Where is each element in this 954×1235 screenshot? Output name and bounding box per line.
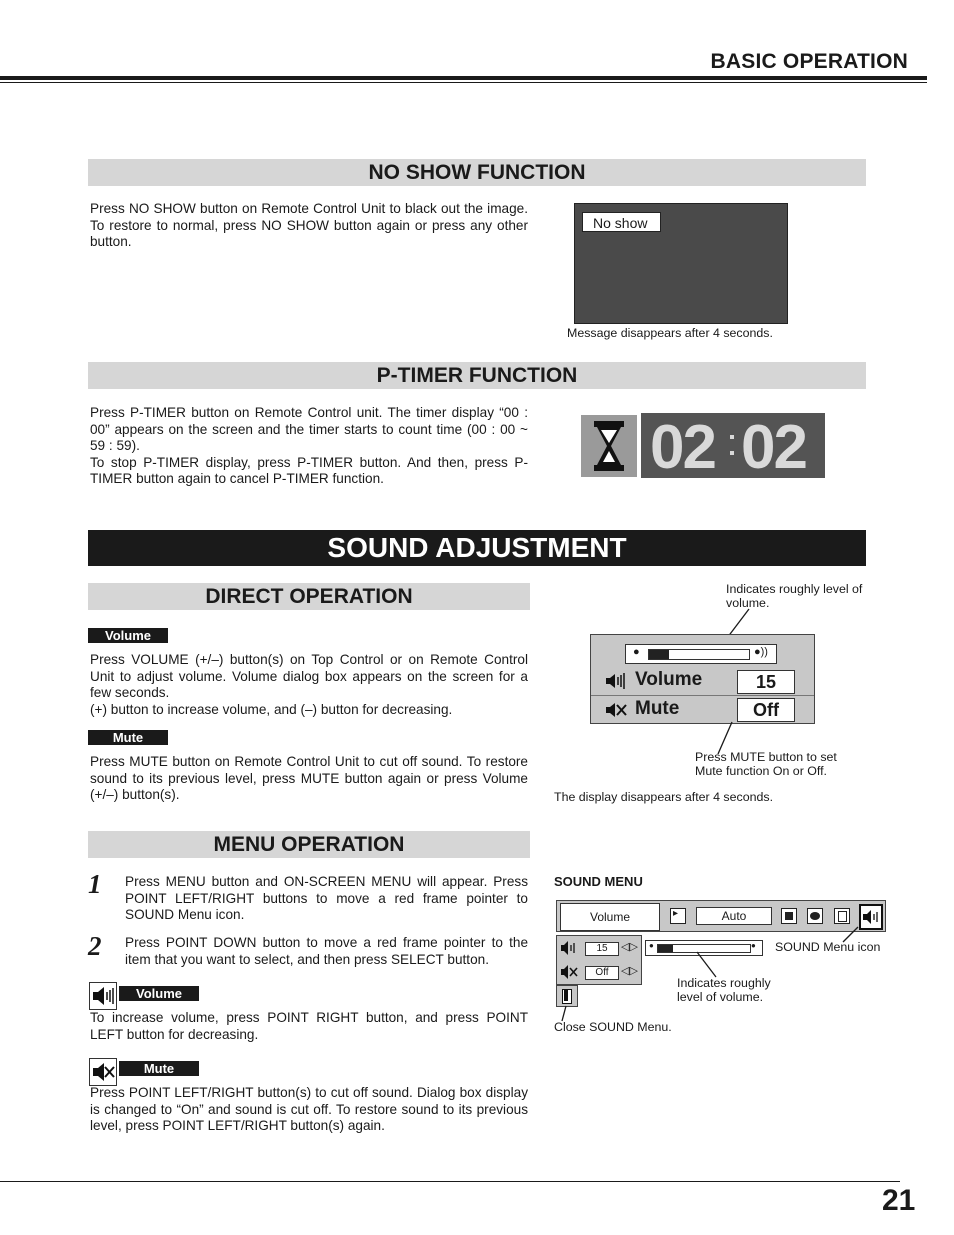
footer-rule	[0, 1181, 900, 1182]
no-show-caption: Message disappears after 4 seconds.	[567, 326, 773, 340]
menu-level-high-icon: ●	[751, 941, 756, 950]
no-show-text: Press NO SHOW button on Remote Control Unit to black out the image. To restore to normal, press NO SHOW button again or press any other button.	[90, 201, 528, 250]
timer-colon-bottom	[730, 451, 734, 455]
mute-speaker-icon	[560, 964, 578, 980]
osd-volume-label: Volume	[635, 669, 703, 690]
step-2-text: Press POINT DOWN button to move a red frame pointer to the item that you want to select, and then press SELECT button.	[125, 935, 528, 967]
timer-seconds: 02	[741, 413, 806, 482]
menu-mute-text: Press POINT LEFT/RIGHT button(s) to cut off sound. Dialog box display is changed to “On” and sound is cut off. To restore sound to its previous level, press POINT LEFT/RIGHT button(s) again.	[90, 1085, 528, 1134]
header-rule-thin	[0, 82, 927, 83]
speaker-icon	[89, 982, 117, 1010]
menu-volume-value[interactable]: 15	[585, 942, 619, 956]
mute-speaker-icon	[89, 1058, 117, 1086]
osd-volume-value: 15	[737, 670, 795, 694]
direct-mute-text: Press MUTE button on Remote Control Unit to cut off sound. To restore sound to its previous level, press MUTE button again or press Volume (+/–) button(s).	[90, 754, 528, 803]
adjust-arrows-icon[interactable]: ◁▷	[621, 941, 638, 953]
menu-level-dot: ●	[649, 941, 654, 950]
direct-operation-heading: DIRECT OPERATION	[88, 583, 530, 610]
menu-mute-value[interactable]: Off	[585, 966, 619, 980]
step-1-number: 1	[88, 869, 102, 899]
callout-close-menu: Close SOUND Menu.	[554, 1020, 672, 1034]
hourglass-icon	[581, 415, 637, 477]
volume-level-bar	[625, 644, 777, 664]
menu-auto-box[interactable]: Auto	[696, 907, 772, 925]
menu-volume-text: To increase volume, press POINT RIGHT button, and press POINT LEFT button for decreasing.	[90, 1010, 528, 1042]
volume-dialog	[590, 634, 815, 724]
sound-menu-title: SOUND MENU	[554, 874, 643, 889]
p-timer-heading: P-TIMER FUNCTION	[88, 362, 866, 389]
menu-operation-heading: MENU OPERATION	[88, 831, 530, 858]
speaker-icon	[560, 940, 578, 956]
mute-speaker-icon	[605, 701, 625, 719]
enter-icon[interactable]: ▸	[670, 908, 686, 924]
menu-icon-2[interactable]	[807, 908, 823, 924]
step-2-number: 2	[88, 931, 102, 961]
level-high-icon: ●))	[754, 646, 768, 658]
menu-volume-tag: Volume	[119, 986, 199, 1001]
step-1-text: Press MENU button and ON-SCREEN MENU will appear. Press POINT LEFT/RIGHT buttons to move a red frame pointer to SOUND Menu icon.	[125, 874, 528, 923]
osd-divider	[591, 695, 814, 696]
menu-mute-tag: Mute	[119, 1061, 199, 1076]
no-show-heading: NO SHOW FUNCTION	[88, 159, 866, 186]
sound-adjustment-heading: SOUND ADJUSTMENT	[88, 530, 866, 566]
level-track	[648, 649, 750, 660]
direct-volume-text: Press VOLUME (+/–) button(s) on Top Control or on Remote Control Unit to adjust volume. Volume dialog box appears on the screen for a few seconds. (+) button to increase volume, and (–) button for decreasing.	[90, 652, 528, 717]
callout-mute: Press MUTE button to set Mute function On or Off.	[695, 750, 837, 778]
sound-menu-panel	[556, 935, 642, 985]
header-rule	[0, 76, 927, 80]
direct-caption: The display disappears after 4 seconds.	[554, 790, 774, 804]
adjust-arrows-icon[interactable]: ◁▷	[621, 965, 638, 977]
p-timer-text: Press P-TIMER button on Remote Control unit. The timer display “00 : 00” appears on the screen and the timer starts to count time (00 : 00 ~ 59 : 59). To stop P-TIMER display, press P-TIMER button. And then, press P-TIMER button again to cancel P-TIMER function.	[90, 405, 528, 487]
no-show-screen	[574, 203, 788, 324]
menu-icon-1[interactable]	[781, 908, 797, 924]
page-number: 21	[882, 1184, 916, 1217]
callout-sound-menu-icon: SOUND Menu icon	[775, 940, 881, 954]
level-fill	[649, 650, 669, 659]
speaker-icon	[605, 672, 625, 690]
callout-menu-level: Indicates roughly level of volume.	[677, 976, 771, 1004]
exit-door-icon[interactable]	[556, 985, 578, 1007]
timer-colon-top	[730, 435, 734, 439]
osd-mute-label: Mute	[635, 698, 680, 719]
menu-icon-3[interactable]	[834, 908, 850, 924]
menu-label-box: Volume	[560, 903, 660, 931]
timer-minutes: 02	[650, 413, 715, 482]
mute-tag: Mute	[88, 730, 168, 745]
osd-mute-value: Off	[737, 698, 795, 722]
callout-level: Indicates roughly level of volume.	[726, 582, 863, 610]
level-low-dot: ●	[633, 646, 640, 658]
section-title: BASIC OPERATION	[710, 50, 908, 73]
volume-tag: Volume	[88, 628, 168, 643]
no-show-label: No show	[582, 212, 661, 232]
timer-display	[641, 413, 825, 482]
